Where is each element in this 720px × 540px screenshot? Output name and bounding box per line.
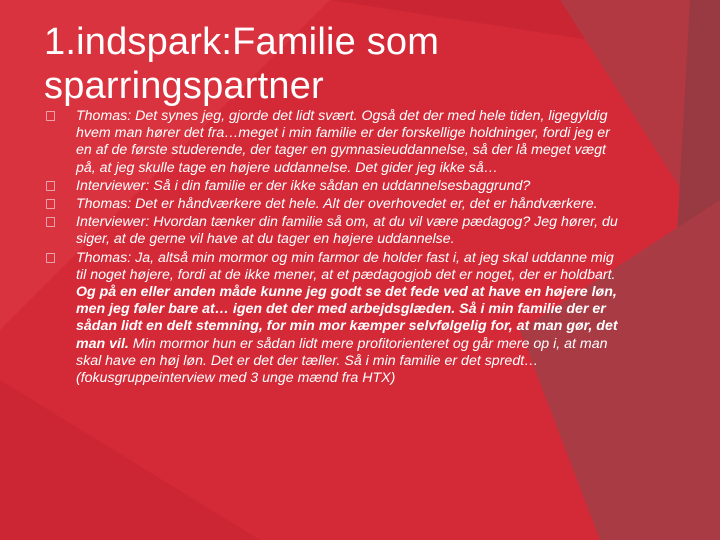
text-segment: Interviewer: Så i din familie er der ikke sådan en uddannelsesbaggrund? [76, 177, 531, 194]
text-segment: Interviewer: Hvordan tænker din familie så om, at du vil være pædagog? Jeg hører, du siger, at de gerne vil have at du tager en højere uddannelse. [76, 214, 618, 248]
bullet-item [46, 196, 626, 213]
bold-text-segment: Og på en eller anden måde kunne jeg godt se det fede ved at have en højere løn, men jeg føler bare at… igen det der med arbejdsglæden. Så i min familie der er sådan lidt en delt stemning, for min mor kæmper selvfølgelig for, at man gør, det man vil. [76, 284, 618, 352]
bullet-square-icon [46, 181, 55, 191]
text-segment: Thomas: Det er håndværkere det hele. Alt der overhovedet er, det er håndværkere. [76, 196, 598, 213]
slide-title: 1.indspark:Familie som sparringspartner [44, 21, 440, 107]
bullet-item [46, 108, 626, 177]
bullet-item [46, 250, 626, 388]
bullet-item [46, 178, 626, 195]
bullet-item [46, 214, 626, 248]
text-segment: Thomas: Det synes jeg, gjorde det lidt svært. Også det der med hele tiden, ligegyldig hvem man hører det fra…meget i min familie er der forskellige holdninger, fordi jeg er en af de første studerende, der tager en gymnasieuddannelse, så der lå meget vægt på, at jeg skulle tage en højere uddannelse. Det gider jeg ikke så… [76, 108, 610, 176]
bullet-square-icon [46, 199, 55, 209]
text-segment: Thomas: Ja, altså min mormor og min farmor de holder fast i, at jeg skal uddanne mig til noget højere, fordi at de ikke mener, at et pædagogjob det er noget, der er holdbart. [76, 249, 616, 283]
text-segment: Min mormor hun er sådan lidt mere profitorienteret og går mere op i, at man skal have en høj løn. Det er det der tæller. Så i min familie er det spredt… (fokusgruppeinterview med 3 unge mænd fra HTX) [76, 335, 608, 387]
bullet-square-icon [46, 217, 55, 227]
bullet-list [46, 108, 626, 388]
bullet-square-icon [46, 253, 55, 263]
bullet-square-icon [46, 111, 55, 121]
